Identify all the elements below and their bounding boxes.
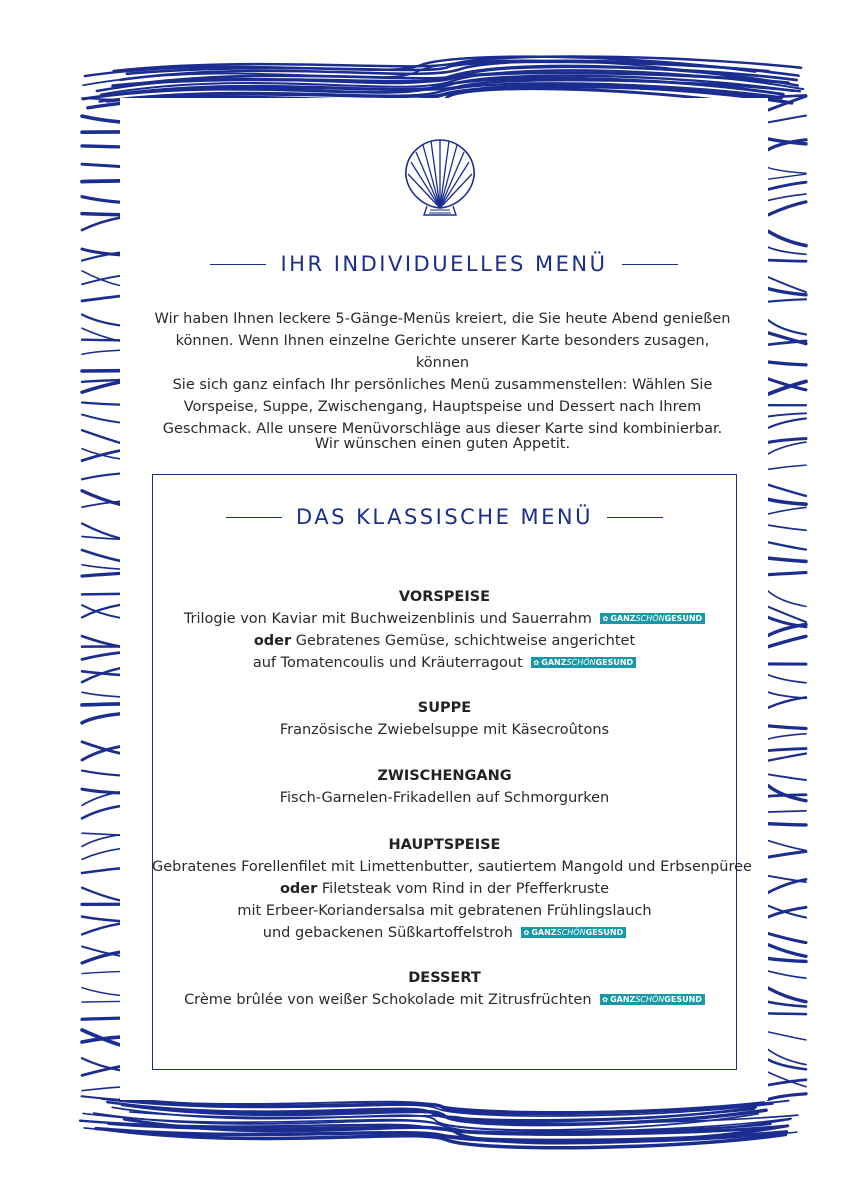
wave-stroke <box>768 499 806 504</box>
wave-stroke <box>768 542 806 549</box>
wave-stroke <box>768 260 806 261</box>
section-dessert <box>152 967 737 1011</box>
dish-text: Französische Zwiebelsuppe mit Käsecroûtons <box>279 722 610 738</box>
wave-stroke <box>768 624 806 635</box>
leaf-icon: ✿ <box>602 615 609 623</box>
dish-line <box>152 856 752 878</box>
wave-stroke <box>82 714 120 723</box>
scallop-shell-icon <box>400 136 480 218</box>
wave-stroke <box>82 653 120 660</box>
wave-stroke <box>768 879 806 892</box>
wave-stroke <box>82 888 120 901</box>
wave-stroke <box>768 573 806 575</box>
wave-stroke <box>82 833 120 835</box>
wave-stroke <box>768 413 806 416</box>
wave-stroke <box>82 350 120 354</box>
section-title: DESSERT <box>408 970 481 986</box>
section-zwischengang <box>152 765 737 809</box>
section-title: VORSPEISE <box>398 589 491 605</box>
closing-text: Wir wünschen einen guten Appetit. <box>314 436 571 452</box>
wave-stroke <box>82 315 120 326</box>
wave-stroke <box>82 181 120 182</box>
wave-stroke <box>768 320 806 334</box>
wave-stroke <box>82 214 120 215</box>
section-title: ZWISCHENGANG <box>377 768 512 784</box>
wave-stroke <box>82 835 120 847</box>
wave-stroke <box>768 168 806 174</box>
wave-stroke <box>82 197 120 203</box>
dish-line <box>152 652 737 674</box>
wave-stroke <box>768 1094 806 1100</box>
wave-stroke <box>768 194 806 200</box>
page-title-text: IHR INDIVIDUELLES MENÜ <box>280 252 608 276</box>
wave-stroke <box>82 565 120 569</box>
oder-label: oder <box>253 633 292 649</box>
wave-stroke <box>82 868 120 873</box>
wave-stroke <box>768 247 806 254</box>
wave-stroke <box>768 824 806 825</box>
wave-stroke <box>768 958 806 961</box>
intro-line: Wir haben Ihnen leckere 5-Gänge-Menüs kreiert, die Sie heute Abend genießen <box>154 311 731 327</box>
wave-stroke <box>768 231 806 245</box>
healthy-badge: ✿ GANZSCHÖNGESUND <box>521 927 626 938</box>
section-hauptspeise <box>152 834 752 944</box>
heading-rule-left <box>226 517 282 518</box>
heading-rule-right <box>622 264 678 265</box>
wave-stroke <box>82 636 120 646</box>
leaf-icon: ✿ <box>533 659 540 667</box>
wave-stroke <box>768 726 806 729</box>
wave-stroke <box>768 697 806 707</box>
section-title: HAUPTSPEISE <box>388 837 501 853</box>
wave-stroke <box>82 1018 120 1019</box>
wave-stroke <box>768 749 806 751</box>
wave-stroke <box>82 451 120 461</box>
wave-stroke <box>768 116 806 123</box>
wave-stroke <box>768 851 806 857</box>
wave-stroke <box>768 485 806 496</box>
dish-line <box>152 787 737 809</box>
wave-stroke <box>82 952 120 963</box>
dish-line <box>152 878 737 900</box>
wave-stroke <box>82 382 120 392</box>
dish-text: Gebratenes Forellenfilet mit Limettenbutter, sautiertem Mangold und Erbsenpüree <box>152 859 752 875</box>
dish-text: mit Erbeer-Koriandersalsa mit gebratenen Frühlingslauch <box>237 903 652 919</box>
heading-rule-right <box>607 517 663 518</box>
wave-stroke <box>768 675 806 683</box>
wave-stroke <box>82 988 120 996</box>
wave-stroke <box>82 276 120 284</box>
wave-stroke <box>768 933 806 942</box>
wave-stroke <box>768 558 806 561</box>
wave-stroke <box>768 1013 806 1014</box>
healthy-badge: ✿ GANZSCHÖNGESUND <box>531 657 636 668</box>
dish-line <box>152 630 737 652</box>
wave-stroke <box>82 605 120 617</box>
wave-stroke <box>768 753 806 760</box>
healthy-badge: ✿ GANZSCHÖNGESUND <box>600 613 705 624</box>
intro-line: Sie sich ganz einfach Ihr persönliches Menü zusammenstellen: Wählen Sie <box>172 377 713 393</box>
section-title: SUPPE <box>417 700 472 716</box>
wave-stroke <box>82 116 120 122</box>
wave-stroke <box>82 1087 120 1091</box>
wave-stroke <box>768 811 806 812</box>
wave-stroke <box>768 774 806 780</box>
dish-text: Fisch-Garnelen-Frikadellen auf Schmorgurken <box>279 790 610 806</box>
dish-line <box>152 719 737 741</box>
intro-line: Geschmack. Alle unsere Menüvorschläge aus dieser Karte sind kombinierbar. <box>162 421 723 437</box>
dish-line <box>152 989 737 1011</box>
wave-stroke <box>768 362 806 365</box>
wave-stroke <box>82 523 120 538</box>
wave-stroke <box>768 945 806 957</box>
wave-stroke <box>768 1002 806 1007</box>
section-suppe <box>152 697 737 741</box>
wave-stroke <box>768 971 806 978</box>
wave-stroke <box>82 771 120 776</box>
wave-stroke <box>82 849 120 860</box>
dish-line <box>152 608 737 630</box>
leaf-icon: ✿ <box>523 929 530 937</box>
dish-text: Filetsteak vom Rind in der Pfefferkruste <box>321 881 610 897</box>
wave-stroke <box>768 202 806 215</box>
wave-stroke <box>768 507 806 514</box>
leaf-icon: ✿ <box>602 996 609 1004</box>
wave-stroke <box>82 218 120 230</box>
wave-stroke <box>82 924 120 935</box>
wave-stroke <box>82 573 120 576</box>
wave-stroke <box>768 174 806 179</box>
menu-title <box>152 505 737 529</box>
wave-stroke <box>82 146 120 147</box>
wave-stroke <box>768 988 806 1002</box>
menu-title-text: DAS KLASSISCHE MENÜ <box>295 505 594 529</box>
wave-stroke <box>82 692 120 697</box>
wave-stroke <box>768 1060 806 1070</box>
wave-stroke <box>768 442 806 454</box>
oder-label: oder <box>279 881 318 897</box>
intro-paragraph <box>150 308 735 440</box>
wave-stroke <box>82 415 120 423</box>
heading-rule-left <box>210 264 266 265</box>
dish-text: auf Tomatencoulis und Kräuterragout <box>252 655 523 671</box>
healthy-badge: ✿ GANZSCHÖNGESUND <box>600 994 705 1005</box>
wave-stroke <box>768 465 806 469</box>
dish-line <box>152 922 737 944</box>
wave-stroke <box>82 550 120 561</box>
wave-stroke <box>82 402 120 404</box>
wave-stroke <box>768 591 806 606</box>
wave-stroke <box>768 734 806 739</box>
wave-stroke <box>82 296 120 301</box>
wave-stroke <box>768 636 806 646</box>
wave-stroke <box>768 795 806 796</box>
wave-stroke <box>82 704 120 705</box>
wave-stroke <box>82 430 120 443</box>
wave-stroke <box>82 972 120 974</box>
wave-stroke <box>768 439 806 443</box>
wave-stroke <box>82 164 120 166</box>
intro-line: können. Wenn Ihnen einzelne Gerichte unserer Karte besonders zusagen, können <box>175 333 710 371</box>
wave-stroke <box>768 299 806 301</box>
dish-text: Trilogie von Kaviar mit Buchweizenblinis und Sauerrahm <box>183 611 592 627</box>
dish-text: und gebackenen Süßkartoffelstroh <box>262 925 513 941</box>
dish-line <box>152 900 737 922</box>
wave-stroke <box>82 806 120 818</box>
wave-stroke <box>82 1001 120 1002</box>
wave-stroke <box>768 182 806 189</box>
wave-stroke <box>768 418 806 428</box>
wave-stroke <box>82 340 120 341</box>
wave-stroke <box>82 917 120 921</box>
wave-stroke <box>768 1032 806 1040</box>
wave-stroke <box>768 525 806 530</box>
wave-stroke <box>768 786 806 801</box>
page-title <box>120 252 768 276</box>
wave-stroke <box>768 841 806 851</box>
intro-line: Vorspeise, Suppe, Zwischengang, Hauptspeise und Dessert nach Ihrem <box>183 399 702 415</box>
wave-stroke <box>82 594 120 595</box>
wave-stroke <box>82 474 120 480</box>
wave-stroke <box>82 1066 120 1075</box>
dish-text: Gebratenes Gemüse, schichtweise angerichtet <box>295 633 636 649</box>
dish-text: Crème brûlée von weißer Schokolade mit Zitrusfrüchten <box>184 992 592 1008</box>
section-vorspeise <box>152 586 737 674</box>
